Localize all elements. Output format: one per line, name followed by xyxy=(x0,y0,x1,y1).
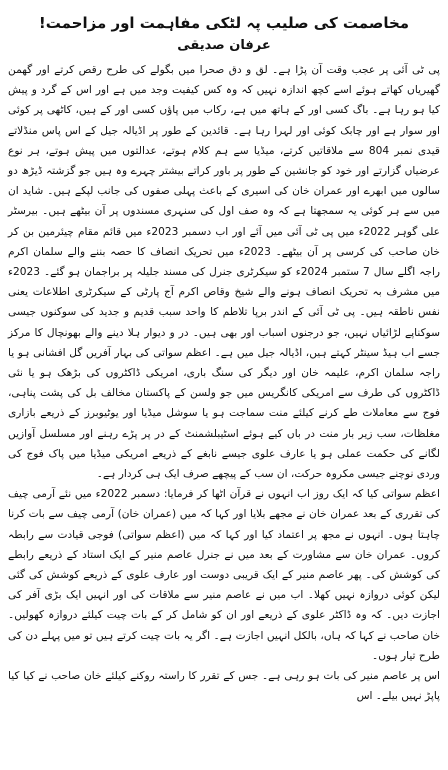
author-name: عرفان صدیقی xyxy=(177,38,271,53)
paragraph-1: پی ٹی آئی پر عجب وقت آن پڑا ہے۔ لق و دق صحرا میں بگولے کی طرح رقص کرتے اور گھمن گھیریاں کھاتے ہوئے اسے کچھ اندازہ نہیں کہ وہ کس کیفیت وجد میں ہے اور اس کے گرد و پیش کیا ہو رہا ہے۔ باگ کسی اور کے ہاتھ میں ہے، رکاب میں پاؤں کسی اور کے ہیں، کاٹھی پر کوئی اور سوار ہے اور چابک کوئی اور لہرا رہا ہے۔ قائدین کے طور پر اڈیالہ جیل کے اس پاس منڈلاتے قیدی نمبر 804 سے ملاقاتیں کرتے، میڈیا سے ہم کلام ہوتے، عدالتوں میں پیش ہوتے، ہر نوع عرضیاں گزارتے اور خود کو جانشین کے طور پر باور کراتے بیشتر چہرے وہ ہیں جو گزشتہ ڈیڑھ دو سالوں میں ابھرے اور عمران خان کی اسیری کے باعث پہلی صفوں کی جانب لپکے ہیں۔ شاید ان میں سے ہر کوئی یہ سمجھتا ہے کہ وہ صف اول کی سنہری مسندوں پر آن بیٹھے ہیں۔ بیرسٹر علی گوہر 2022ء میں پی ٹی آئی میں آئے اور اب دسمبر 2023ء میں قائم مقام چیئرمین بن کر خان صاحب کی کرسی پر آن بیٹھے۔ 2023ء میں تحریک انصاف کا حصہ بننے والے سلمان اکرم راجہ اگلے سال 7 ستمبر 2024ء کو سیکرٹری جنرل کی مسند جلیلہ پر براجمان ہو گئے۔ 2023ء میں مشرف بہ تحریک انصاف ہونے والے شیخ وقاص اکرم آج پارٹی کے سیکرٹری اطلاعات یعنی نفس ناطقہ ہیں۔ پی ٹی آئی کے اندر برپا تلاطم کا واحد سبب قدیم و جدید کی سوکنوں جیسی سوکناپے لڑائیاں نہیں، جو درجنوں اسباب اور بھی ہیں۔ در و دیوار ہلا دینے والے بھونچال کا مرکز جسے اب ہیڈ سینٹر کہتے ہیں، اڈیالہ جیل میں ہے۔ اعظم سواتی کی بہار آفریں گل افشانی ہو یا راجہ سلمان اکرم، علیمہ خان اور دیگر کی سنگ باری، امریکی ڈاکٹروں کی بڑھک ہو یا نئی ڈاکٹروں کی طرف سے امریکی کانگریس میں جو ولسن کے پاکستان مخالف بل کی پشت پناہی، فوج سے معاملات طے کرنے کیلئے منت سماجت ہو یا سوشل میڈیا اور یوٹیوبرز کے ذریعے بازاری مغلظات، سب زیر بار منت در باں کیے ہوئے اسٹیبلشمنٹ کے در پر پڑے رہنے اور مسلسل آوازیں لگانے کی حکمت عملی ہو یا عارف علوی جیسے نابغے کے ذریعے امریکی میڈیا میں پاک فوج کی وردی نوچنے جیسی مکروہ حرکت، ان سب کے پیچھے صرف ایک ہی کردار ہے۔ xyxy=(8,64,441,481)
article-page xyxy=(8,6,440,764)
article-body xyxy=(8,60,440,707)
paragraph-3: اس پر عاصم منیر کی بات ہو رہی ہے۔ جس کے تقرر کا راستہ روکنے کیلئے خان صاحب نے کیا کیا پاپڑ نہیں بیلے۔ اس xyxy=(8,670,440,703)
article-title: مخاصمت کی صلیب پہ لٹکی مفاہمت اور مزاحمت! xyxy=(38,14,410,32)
paragraph-2: اعظم سواتی کیا کہ ایک روز اب انہوں نے قرآن اٹھا کر فرمایا: دسمبر 2022ء میں نئے آرمی چیف کی تقرری کے بعد عمران خان نے مجھے بلایا اور کہا کہ میں (عمران خان) آرمی چیف سے بات کرنا چاہتا ہوں۔ انہوں نے مجھ پر اعتماد کیا اور کہا کہ میں (اعظم سواتی) فوجی قیادت سے رابطہ کروں۔ عمران خان سے مشاورت کے بعد میں نے جنرل عاصم منیر کے ایک استاد کے ذریعے رابطے کی کوشش کی۔ پھر عاصم منیر کے ایک قریبی دوست اور عارف علوی کے ذریعے کوشش کی گئی لیکن کوئی دروازہ نہیں کھلا۔ اب میں نے عاصم منیر سے ملاقات کی اور انہیں ایک بڑی آفر کی اجازت دیں۔ کہ وہ ڈاکٹر علوی کے ذریعے اور ان کو شامل کر کے بات چیت کیلئے دروازہ کھولیں۔ خان صاحب نے کہا کہ ہاں، بالکل انہیں اجازت ہے۔ اگر یہ بات چیت کرتے ہیں تو میں پہلے دن کی طرح تیار ہوں۔ xyxy=(8,488,440,662)
